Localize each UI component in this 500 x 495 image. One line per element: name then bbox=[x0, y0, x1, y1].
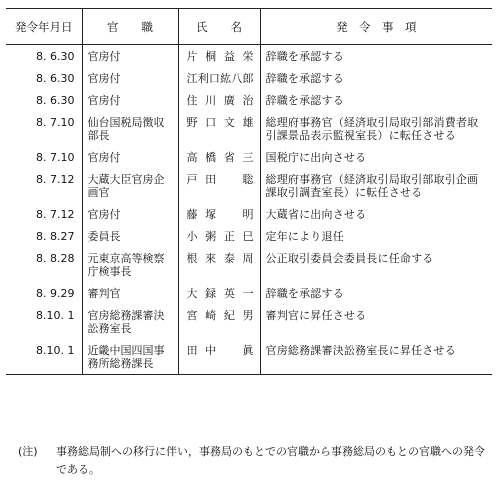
person-name: 高橋省三 bbox=[186, 151, 254, 164]
cell-date: 8. 7.10 bbox=[36, 151, 75, 164]
cell-details: 公正取引委員会委員長に任命する bbox=[260, 247, 492, 282]
cell-name bbox=[178, 225, 260, 247]
person-name: 小粥正巳 bbox=[186, 230, 254, 243]
cell-name bbox=[178, 203, 260, 225]
cell-post: 委員長 bbox=[82, 225, 178, 247]
cell-date: 8. 6.30 bbox=[36, 94, 75, 107]
table-row bbox=[6, 203, 492, 225]
person-name: 藤塚 明 bbox=[186, 208, 254, 221]
cell-post: 元東京高等検察庁検事長 bbox=[82, 247, 178, 282]
table-row bbox=[6, 339, 492, 375]
footnote bbox=[18, 443, 494, 479]
person-name: 根來泰周 bbox=[186, 252, 254, 265]
cell-details: 辞職を承認する bbox=[260, 67, 492, 89]
cell-post: 仙台国税局徴収部長 bbox=[82, 111, 178, 146]
cell-post: 官房総務課審決訟務室長 bbox=[82, 304, 178, 339]
cell-details: 辞職を承認する bbox=[260, 89, 492, 111]
cell-details: 官房総務課審決訟務室長に昇任させる bbox=[260, 339, 492, 375]
table-row bbox=[6, 45, 492, 68]
table-row bbox=[6, 89, 492, 111]
cell-details: 大蔵省に出向させる bbox=[260, 203, 492, 225]
cell-details: 審判官に昇任させる bbox=[260, 304, 492, 339]
cell-date: 8. 8.28 bbox=[36, 252, 75, 265]
table-row bbox=[6, 225, 492, 247]
cell-date: 8. 7.12 bbox=[36, 173, 75, 186]
person-name: 田中 眞 bbox=[186, 344, 254, 357]
person-name: 宮崎紀男 bbox=[186, 309, 254, 322]
table-row bbox=[6, 111, 492, 146]
cell-date: 8. 8.27 bbox=[36, 230, 75, 243]
table-row bbox=[6, 168, 492, 203]
table-row bbox=[6, 146, 492, 168]
header-post: 官 職 bbox=[82, 9, 178, 45]
cell-details: 国税庁に出向させる bbox=[260, 146, 492, 168]
person-name: 住川廣治 bbox=[186, 94, 254, 107]
cell-name bbox=[178, 247, 260, 282]
header-row bbox=[6, 9, 492, 45]
table-row bbox=[6, 282, 492, 304]
cell-post: 官房付 bbox=[82, 45, 178, 68]
cell-post: 審判官 bbox=[82, 282, 178, 304]
table-row bbox=[6, 304, 492, 339]
cell-name bbox=[178, 111, 260, 146]
cell-name bbox=[178, 304, 260, 339]
header-details: 発 令 事 項 bbox=[260, 9, 492, 45]
cell-name bbox=[178, 89, 260, 111]
table-row bbox=[6, 67, 492, 89]
footnote-mark: (注) bbox=[18, 445, 38, 458]
cell-post: 官房付 bbox=[82, 203, 178, 225]
cell-date: 8. 6.30 bbox=[36, 50, 75, 63]
cell-details: 辞職を承認する bbox=[260, 282, 492, 304]
person-name: 江利口紘八郎 bbox=[186, 72, 254, 85]
cell-details: 総理府事務官（経済取引局取引部消費者取引課景品表示監視室長）に転任させる bbox=[260, 111, 492, 146]
cell-date: 8. 7.12 bbox=[36, 208, 75, 221]
cell-details: 定年により退任 bbox=[260, 225, 492, 247]
cell-name bbox=[178, 67, 260, 89]
appointments-table bbox=[6, 8, 492, 375]
cell-date: 8.10. 1 bbox=[36, 309, 75, 322]
cell-post: 官房付 bbox=[82, 146, 178, 168]
cell-name bbox=[178, 339, 260, 375]
cell-name bbox=[178, 146, 260, 168]
cell-date: 8. 6.30 bbox=[36, 72, 75, 85]
cell-name bbox=[178, 168, 260, 203]
cell-name bbox=[178, 45, 260, 68]
header-date: 発令年月日 bbox=[6, 9, 82, 45]
cell-post: 官房付 bbox=[82, 89, 178, 111]
footnote-text: 事務総局制への移行に伴い，事務局のもとでの官職から事務総局のもとの官職への発令である。 bbox=[56, 445, 485, 476]
header-name: 氏 名 bbox=[178, 9, 260, 45]
table-row bbox=[6, 247, 492, 282]
cell-post: 大蔵大臣官房企画官 bbox=[82, 168, 178, 203]
cell-details: 総理府事務官（経済取引局取引部取引企画課取引調査室長）に転任させる bbox=[260, 168, 492, 203]
cell-date: 8.10. 1 bbox=[6, 339, 82, 375]
cell-details: 辞職を承認する bbox=[260, 45, 492, 68]
person-name: 戸田 聡 bbox=[186, 173, 254, 186]
cell-date: 8. 9.29 bbox=[36, 287, 75, 300]
person-name: 野口文雄 bbox=[186, 116, 254, 129]
cell-post: 近畿中国四国事務所総務課長 bbox=[82, 339, 178, 375]
person-name: 大録英一 bbox=[186, 287, 254, 300]
person-name: 片桐益栄 bbox=[186, 50, 254, 63]
cell-name bbox=[178, 282, 260, 304]
cell-date: 8. 7.10 bbox=[36, 116, 75, 129]
cell-post: 官房付 bbox=[82, 67, 178, 89]
